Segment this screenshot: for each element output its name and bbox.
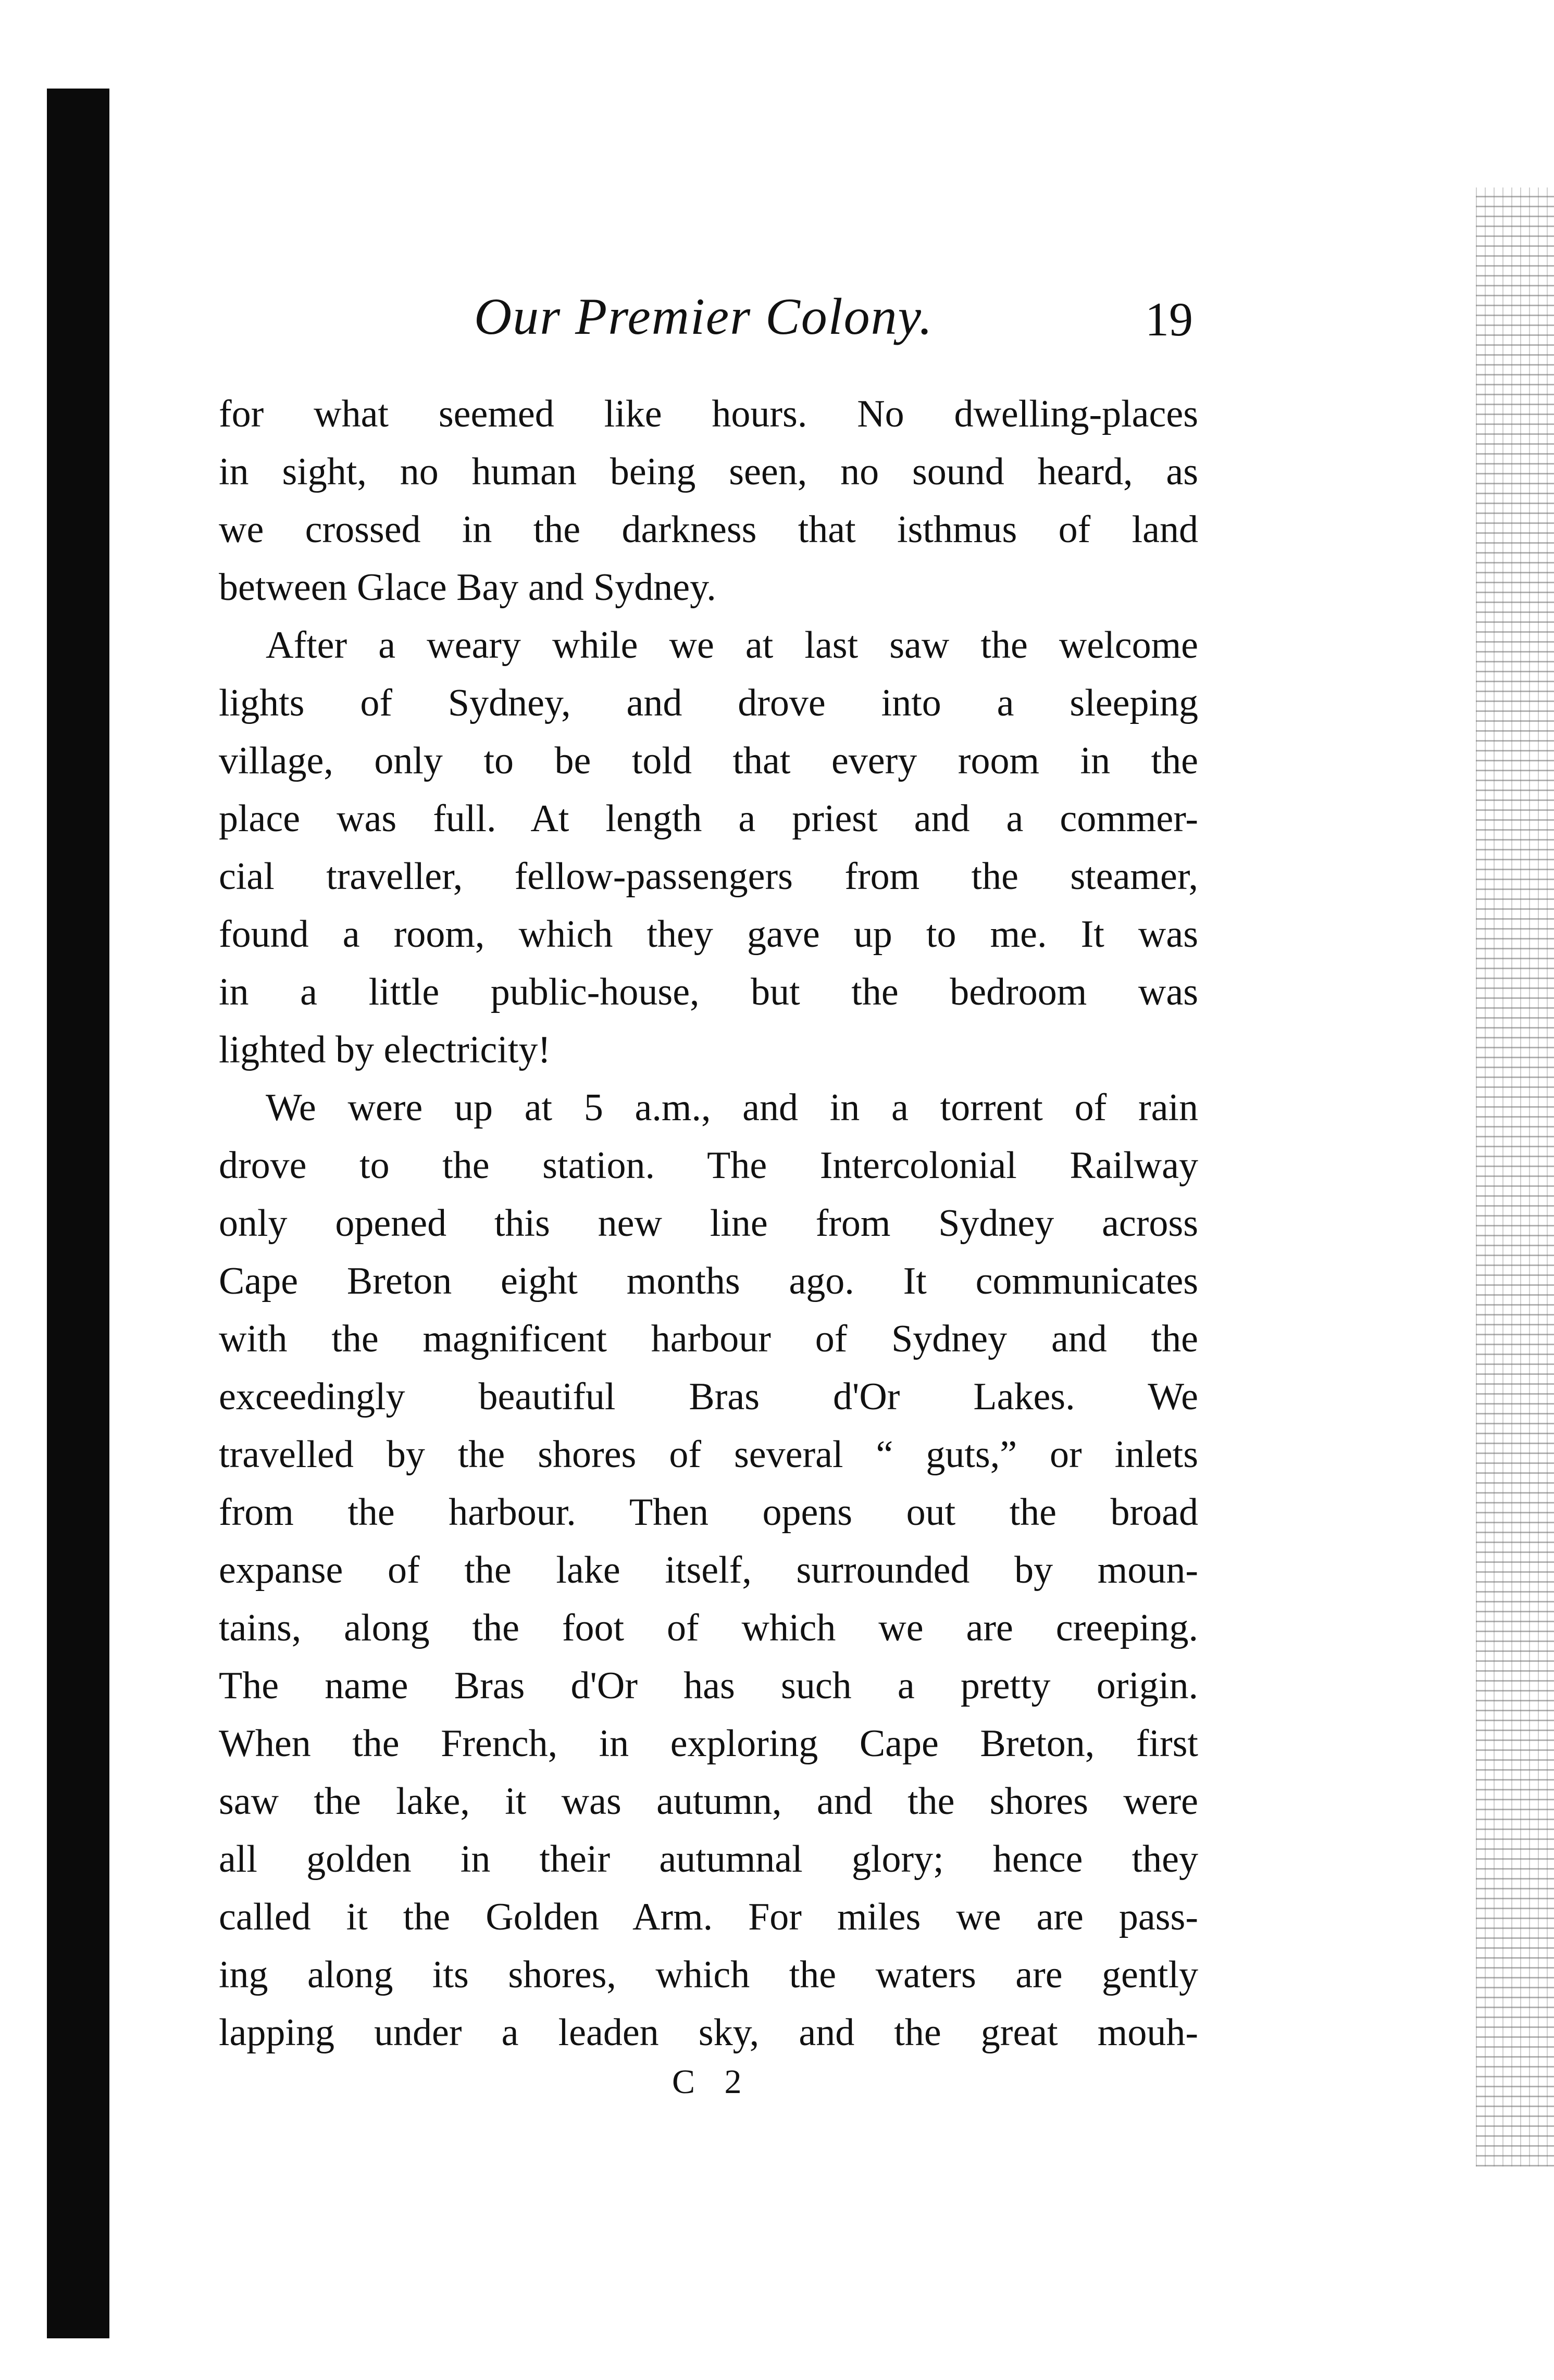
text-line: only opened this new line from Sydney across bbox=[219, 1202, 1198, 1245]
text-line: found a room, which they gave up to me. It was bbox=[219, 913, 1198, 956]
text-line: We were up at 5 a.m., and in a torrent of rain bbox=[266, 1086, 1198, 1129]
running-title: Our Premier Colony. bbox=[474, 287, 934, 345]
page-number: 19 bbox=[1145, 293, 1193, 346]
text-line: called it the Golden Arm. For miles we are pass- bbox=[219, 1896, 1198, 1938]
text-line: After a weary while we at last saw the welcome bbox=[266, 624, 1198, 667]
signature-mark: C 2 bbox=[672, 2063, 752, 2101]
text-line: drove to the station. The Intercolonial Railway bbox=[219, 1144, 1198, 1187]
text-line: travelled by the shores of several “ guts,” or inlets bbox=[219, 1433, 1198, 1476]
text-line: lapping under a leaden sky, and the great mouh- bbox=[219, 2011, 1198, 2054]
text-line: expanse of the lake itself, surrounded by moun- bbox=[219, 1549, 1198, 1592]
page-header bbox=[458, 276, 1193, 354]
text-line: place was full. At length a priest and a commer- bbox=[219, 797, 1198, 840]
text-line: all golden in their autumnal glory; hence they bbox=[219, 1838, 1198, 1881]
text-line: village, only to be told that every room in the bbox=[219, 740, 1198, 782]
text-line: in a little public-house, but the bedroom was bbox=[219, 971, 1198, 1013]
page-edge-speckle bbox=[1476, 187, 1554, 2166]
text-line: tains, along the foot of which we are creeping. bbox=[219, 1607, 1198, 1649]
binding-shadow bbox=[47, 89, 109, 2338]
text-line: lights of Sydney, and drove into a sleeping bbox=[219, 682, 1198, 724]
text-line: When the French, in exploring Cape Breton, first bbox=[219, 1722, 1198, 1765]
text-line: in sight, no human being seen, no sound heard, as bbox=[219, 450, 1198, 493]
text-line: The name Bras d'Or has such a pretty origin. bbox=[219, 1664, 1198, 1707]
text-line: saw the lake, it was autumn, and the shores were bbox=[219, 1780, 1198, 1823]
text-line: lighted by electricity! bbox=[219, 1029, 551, 1071]
text-line: exceedingly beautiful Bras d'Or Lakes. We bbox=[219, 1375, 1198, 1418]
text-line: for what seemed like hours. No dwelling-places bbox=[219, 393, 1198, 435]
body-text bbox=[219, 385, 1198, 2062]
text-line: we crossed in the darkness that isthmus of land bbox=[219, 508, 1198, 551]
text-line: from the harbour. Then opens out the broad bbox=[219, 1491, 1198, 1534]
text-line: Cape Breton eight months ago. It communicates bbox=[219, 1260, 1198, 1302]
text-line: ing along its shores, which the waters are gently bbox=[219, 1953, 1198, 1996]
text-line: cial traveller, fellow-passengers from the steamer, bbox=[219, 855, 1198, 898]
text-line: with the magnificent harbour of Sydney and the bbox=[219, 1318, 1198, 1360]
text-line: between Glace Bay and Sydney. bbox=[219, 566, 716, 609]
